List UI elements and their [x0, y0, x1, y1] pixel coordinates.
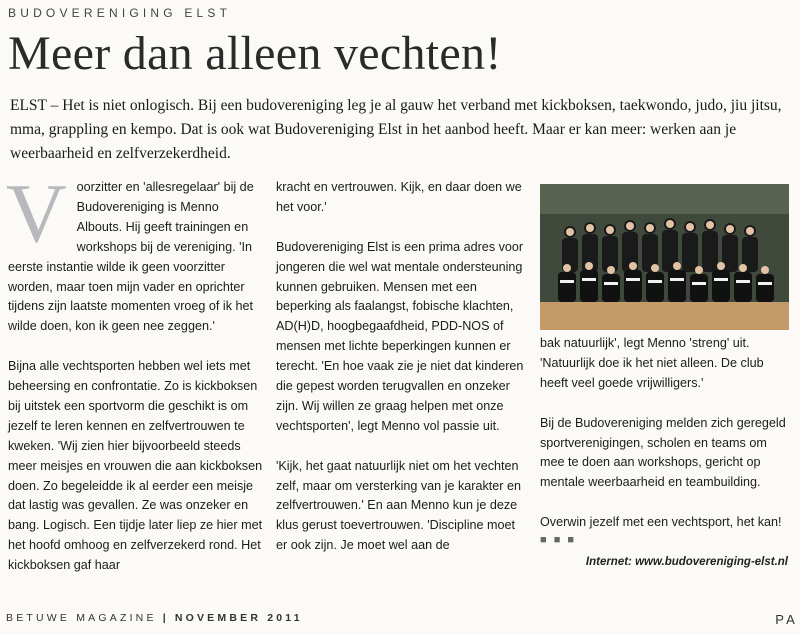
section-kicker: BUDOVERENIGING ELST [8, 6, 232, 20]
paragraph: bak natuurlijk', legt Menno 'streng' uit. 'Natuurlijk doe ik het niet alleen. De club heeft veel goede vrijwilligers.' [540, 336, 764, 390]
column-3 [540, 178, 792, 551]
article-headline: Meer dan alleen vechten! [8, 27, 502, 80]
paragraph: Bij de Budovereniging melden zich geregeld sportverenigingen, scholen en teams om mee te doen aan workshops, gericht op mentale weerbaarheid en teambuilding. [540, 415, 786, 490]
paragraph: Bijna alle vechtsporten hebben wel iets met beheersing en confrontatie. Zo is kickboksen bij uitstek een sportvorm die geschikt is om jezelf te leren kennen en zelfvertrouwen te kweken. 'Wij zien hier bijvoorbeeld steeds meer meisjes en vrouwen die aan kickboksen doen. Zo begeleidde ik al eerder een meisje dat lastig was gevallen. Ze was onzeker en bang. Logisch. Een tijdje later liep ze hier met het hoofd omhoog en zelfverzekerd rond. Het kickboksen gaf haar [8, 359, 263, 573]
paragraph-intro [6, 167, 266, 337]
page-marker: PA [775, 612, 798, 627]
column-2 [276, 178, 528, 576]
article-lead: ELST – Het is niet onlogisch. Bij een budovereniging leg je al gauw het verband met kickboksen, taekwondo, judo, jiu jitsu, mma, grappling en kempo. Dat is ook wat Budovereniging Elst in het aanbod heeft. Maar er kan meer: werken aan je weerbaarheid en zelfverzekerdheid. [10, 97, 782, 162]
paragraph: Budovereniging Elst is een prima adres voor jongeren die wel wat mentale ondersteuning kunnen gebruiken. Mensen met een beperking als faalangst, fobische klachten, AD(H)D, hoogbegaafdheid, PDD-NOS of mensen met lichte beperkingen kunnen er terecht. 'En hoe vaak zie je niet dat kinderen die gepest worden terugvallen en onzeker zijn. Wij willen ze graag helpen met onze vechtsporten', legt Menno vol passie uit. [276, 239, 524, 433]
magazine-name: BETUWE MAGAZINE [6, 612, 157, 624]
paragraph: kracht en vertrouwen. Kijk, en daar doen we het voor.' [276, 180, 522, 214]
issue-date: NOVEMBER 2011 [174, 612, 303, 624]
page-footer [6, 612, 798, 627]
website-link[interactable]: Internet: www.budovereniging-elst.nl [585, 556, 788, 568]
closing-line: Overwin jezelf met een vechtsport, het kan! [540, 515, 782, 530]
paragraph: 'Kijk, het gaat natuurlijk niet om het vechten zelf, maar om versterking van je karakter en zelfvertrouwen.' En aan Menno kun je deze klus gerust toevertrouwen. 'Discipline moet er ook zijn. Je moet wel aan de [276, 458, 521, 553]
drop-cap: V [6, 167, 67, 260]
footer-separator: | [162, 612, 169, 624]
end-bullets: ■ ■ ■ [540, 534, 577, 547]
column-1 [6, 167, 266, 596]
intro-text: oorzitter en 'allesregelaar' bij de Budovereniging is Menno Albouts. Hij geeft trainingen en workshops bij de vereniging. 'In eerste instantie wilde ik geen voorzitter worden, maar toen mijn vader en oprichter tijdens zijn laatste momenten vroeg of ik het wilde doen, kon ik geen nee zeggen.' [8, 180, 254, 334]
